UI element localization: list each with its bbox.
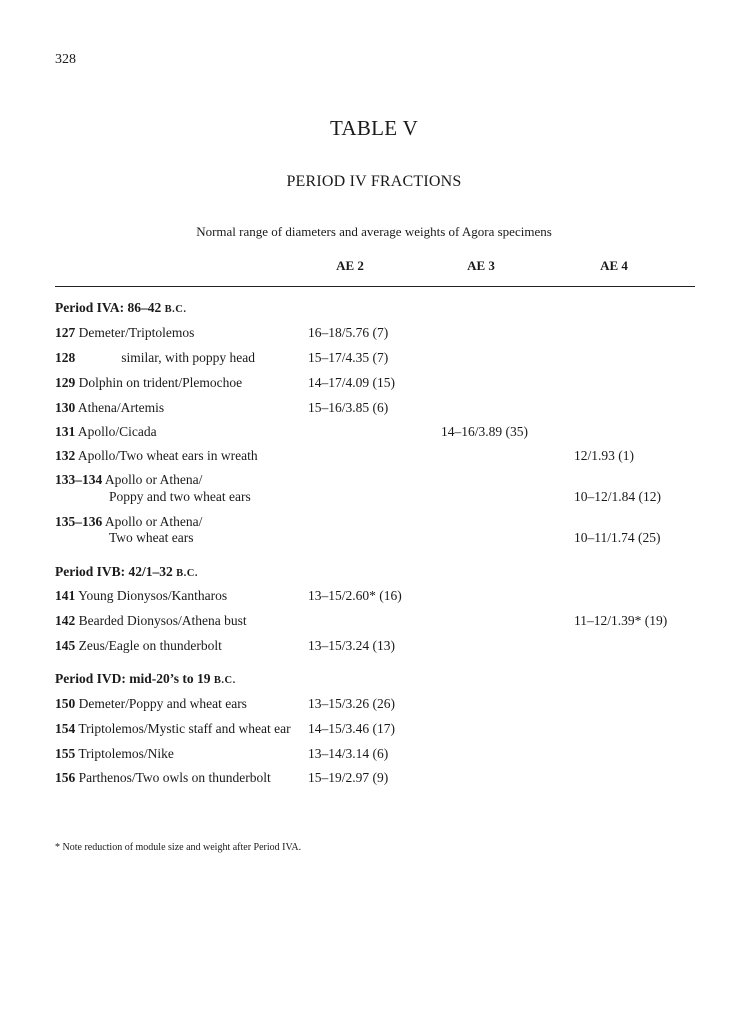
column-header-ae3: AE 3	[467, 258, 495, 273]
row-ae2-value: 15–17/4.35 (7)	[308, 350, 389, 365]
table-title: TABLE V	[329, 116, 419, 140]
row-ae4-value: 10–12/1.84 (12)	[574, 489, 661, 504]
table-row: 128 similar, with poppy head	[55, 350, 255, 365]
table-row: 133–134 Apollo or Athena/	[55, 472, 203, 487]
column-header-ae4: AE 4	[600, 258, 628, 273]
table-row: 154 Triptolemos/Mystic staff and wheat ear	[55, 721, 291, 736]
row-ae2-value: 16–18/5.76 (7)	[308, 325, 389, 340]
table-row: 135–136 Apollo or Athena/	[55, 514, 203, 529]
table-subtitle: PERIOD IV FRACTIONS	[286, 173, 462, 190]
row-ae2-value: 14–17/4.09 (15)	[308, 375, 395, 390]
row-description-continued: Two wheat ears	[109, 530, 194, 545]
page-number: 328	[55, 52, 76, 67]
table-row: 131 Apollo/Cicada	[55, 424, 157, 439]
table-row: 155 Triptolemos/Nike	[55, 746, 174, 761]
column-header-ae2: AE 2	[336, 258, 364, 273]
row-ae2-value: 13–14/3.14 (6)	[308, 746, 389, 761]
table-row: 130 Athena/Artemis	[55, 400, 165, 415]
row-ae2-value: 13–15/3.26 (26)	[308, 696, 395, 711]
table-row: 141 Young Dionysos/Kantharos	[55, 588, 228, 603]
row-ae3-value: 14–16/3.89 (35)	[441, 424, 528, 439]
row-ae2-value: 13–15/3.24 (13)	[308, 638, 395, 653]
row-ae4-value: 12/1.93 (1)	[574, 448, 634, 463]
table-row: 142 Bearded Dionysos/Athena bust	[55, 613, 247, 628]
row-ae2-value: 15–16/3.85 (6)	[308, 400, 389, 415]
table-row: 127 Demeter/Triptolemos	[55, 325, 195, 340]
row-ae2-value: 14–15/3.46 (17)	[308, 721, 395, 736]
header-rule	[55, 286, 695, 287]
row-ae2-value: 13–15/2.60* (16)	[308, 588, 402, 603]
section-heading-ivd: Period IVD: mid-20’s to 19 B.C.	[55, 671, 236, 686]
section-heading-ivb: Period IVB: 42/1–32 B.C.	[55, 564, 198, 579]
row-ae2-value: 15–19/2.97 (9)	[308, 770, 389, 785]
table-row: 145 Zeus/Eagle on thunderbolt	[55, 638, 222, 653]
footnote: * Note reduction of module size and weight after Period IVA.	[55, 842, 302, 853]
table-row: 150 Demeter/Poppy and wheat ears	[55, 696, 247, 711]
table-row: 129 Dolphin on trident/Plemochoe	[55, 375, 243, 390]
table-row: 156 Parthenos/Two owls on thunderbolt	[55, 770, 271, 785]
table-row: 132 Apollo/Two wheat ears in wreath	[55, 448, 258, 463]
row-ae4-value: 11–12/1.39* (19)	[574, 613, 668, 628]
table-caption: Normal range of diameters and average weights of Agora specimens	[196, 224, 552, 239]
row-ae4-value: 10–11/1.74 (25)	[574, 530, 661, 545]
row-description-continued: Poppy and two wheat ears	[109, 489, 251, 504]
section-heading-iva: Period IVA: 86–42 B.C.	[55, 300, 187, 315]
